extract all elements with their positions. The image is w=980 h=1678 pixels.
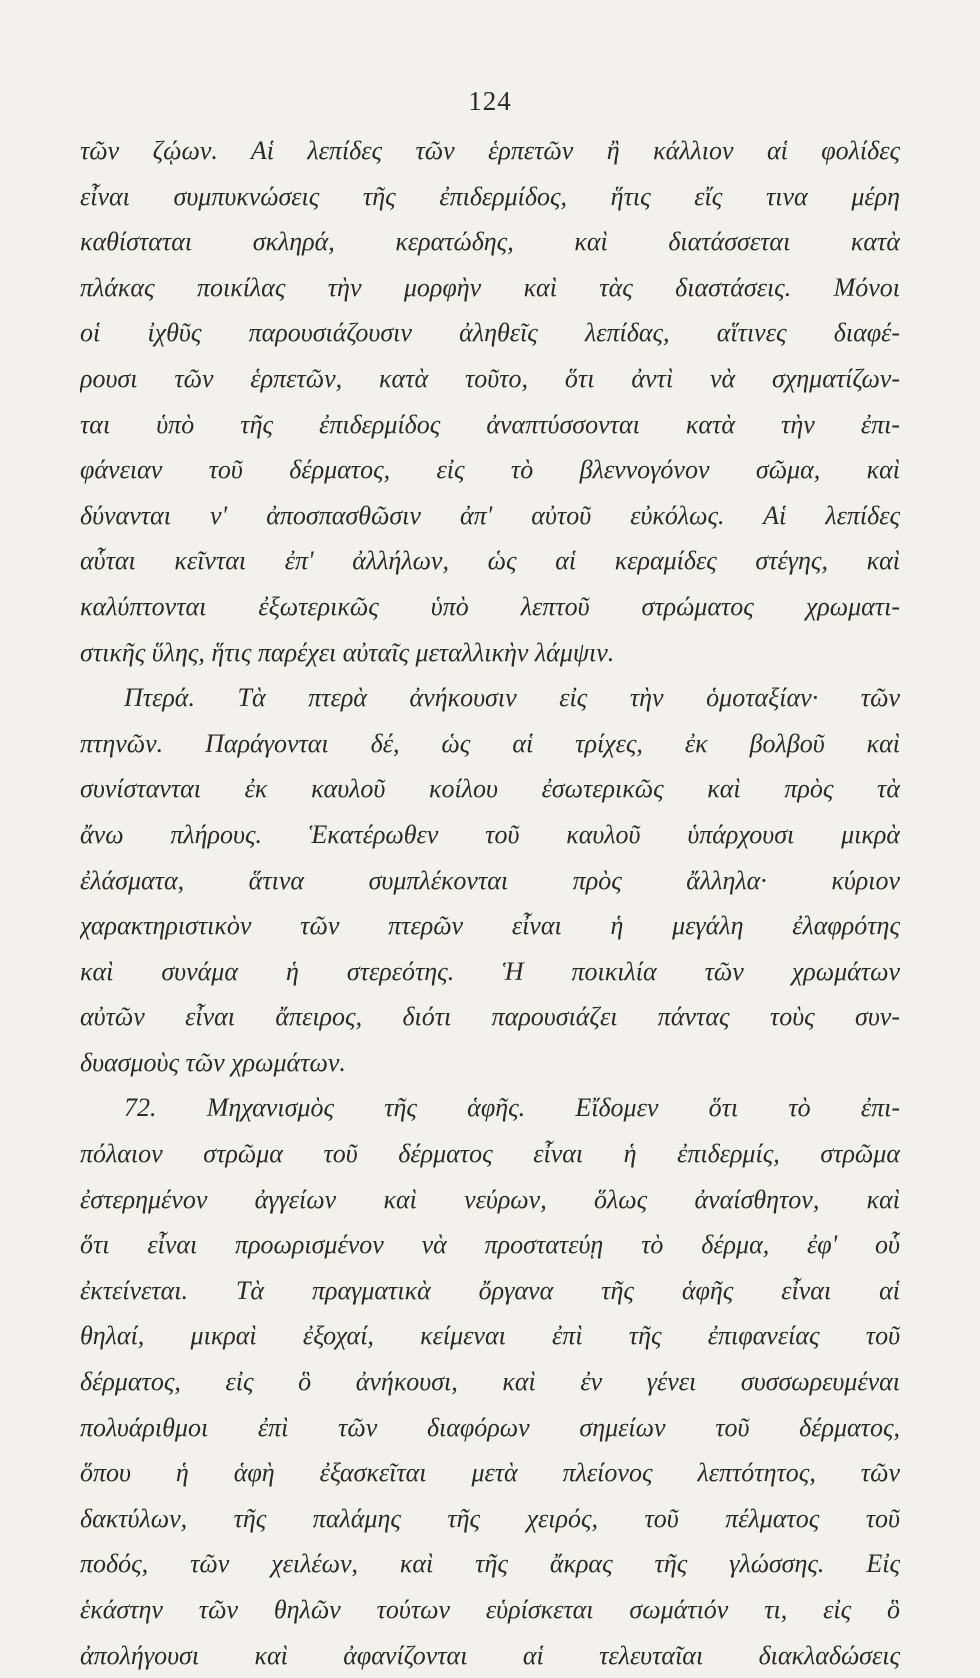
text-line: θηλαί, μικραὶ ἐξοχαί, κείμεναι ἐπὶ τῆς ἐπιφανείας τοῦ xyxy=(80,1321,900,1351)
text-line: ἑκάστην τῶν θηλῶν τούτων εὑρίσκεται σωμάτιόν τι, εἰς ὃ xyxy=(80,1595,900,1624)
section-heading-line: Πτερά. Τὰ πτερὰ ἀνήκουσιν εἰς τὴν ὁμοταξίαν· τῶν xyxy=(124,683,900,713)
text-line: καθίσταται σκληρά, κερατώδης, καὶ διατάσσεται κατὰ xyxy=(80,227,900,257)
text-line: πλάκας ποικίλας τὴν μορφὴν καὶ τὰς διαστάσεις. Μόνοι xyxy=(80,272,900,302)
text-line: ἐστερημένον ἀγγείων καὶ νεύρων, ὅλως ἀναίσθητον, καὶ xyxy=(80,1184,900,1214)
text-line: πολυάριθμοι ἐπὶ τῶν διαφόρων σημείων τοῦ δέρματος, xyxy=(80,1412,900,1442)
text-line: αὗται κεῖνται ἐπ' ἀλλήλων, ὡς αἱ κεραμίδες στέγης, καὶ xyxy=(80,546,900,576)
text-line: πτηνῶν. Παράγονται δέ, ὡς αἱ τρίχες, ἐκ βολβοῦ καὶ xyxy=(80,728,900,758)
text-line: συνίστανται ἐκ καυλοῦ κοίλου ἐσωτερικῶς καὶ πρὸς τὰ xyxy=(80,774,900,804)
text-line: ρουσι τῶν ἑρπετῶν, κατὰ τοῦτο, ὅτι ἀντὶ νὰ σχηματίζων- xyxy=(80,363,900,393)
text-line: δύνανται ν' ἀποσπασθῶσιν ἀπ' αὐτοῦ εὐκόλως. Αἱ λεπίδες xyxy=(80,500,900,530)
page-number: 124 xyxy=(468,86,512,116)
section-heading-line: 72. Μηχανισμὸς τῆς ἁφῆς. Εἴδομεν ὅτι τὸ ἐπι- xyxy=(124,1093,900,1123)
text-line: φάνειαν τοῦ δέρματος, εἰς τὸ βλεννογόνον σῶμα, καὶ xyxy=(80,455,900,485)
text-line: ἐκτείνεται. Τὰ πραγματικὰ ὄργανα τῆς ἁφῆς εἶναι αἱ xyxy=(80,1275,900,1305)
text-line: ται ὑπὸ τῆς ἐπιδερμίδος ἀναπτύσσονται κατὰ τὴν ἐπι- xyxy=(80,409,900,439)
text-line: ἐλάσματα, ἅτινα συμπλέκονται πρὸς ἄλληλα· κύριον xyxy=(80,865,900,895)
text-line: οἱ ἰχθῦς παρουσιάζουσιν ἀληθεῖς λεπίδας, αἵτινες διαφέ- xyxy=(80,318,900,348)
text-line: ἀπολήγουσι καὶ ἀφανίζονται αἱ τελευταῖαι διακλαδώσεις xyxy=(80,1640,900,1670)
text-line: εἶναι συμπυκνώσεις τῆς ἐπιδερμίδος, ἥτις εἴς τινα μέρη xyxy=(80,181,900,211)
text-line: ποδός, τῶν χειλέων, καὶ τῆς ἄκρας τῆς γλώσσης. Εἰς xyxy=(80,1549,900,1579)
body-text xyxy=(80,128,900,1678)
text-line: καὶ συνάμα ἡ στερεότης. Ἡ ποικιλία τῶν χρωμάτων xyxy=(80,956,900,986)
text-line: χαρακτηριστικὸν τῶν πτερῶν εἶναι ἡ μεγάλη ἐλαφρότης xyxy=(80,911,900,941)
text-line: αὐτῶν εἶναι ἄπειρος, διότι παρουσιάζει πάντας τοὺς συν- xyxy=(80,1002,900,1032)
text-line: στικῆς ὕλης, ἥτις παρέχει αὐταῖς μεταλλικὴν λάμψιν. xyxy=(80,637,615,667)
text-line: δακτύλων, τῆς παλάμης τῆς χειρός, τοῦ πέλματος τοῦ xyxy=(80,1503,900,1533)
text-line: καλύπτονται ἐξωτερικῶς ὑπὸ λεπτοῦ στρώματος χρωματι- xyxy=(80,591,900,621)
text-line: ἄνω πλήρους. Ἑκατέρωθεν τοῦ καυλοῦ ὑπάρχουσι μικρὰ xyxy=(80,819,900,849)
text-line: ὅτι εἶναι προωρισμένον νὰ προστατεύῃ τὸ δέρμα, ἐφ' οὗ xyxy=(80,1230,900,1260)
text-line: δέρματος, εἰς ὃ ἀνήκουσι, καὶ ἐν γένει συσσωρευμέναι xyxy=(80,1367,900,1397)
text-line: πόλαιον στρῶμα τοῦ δέρματος εἶναι ἡ ἐπιδερμίς, στρῶμα xyxy=(80,1139,900,1169)
text-line: δυασμοὺς τῶν χρωμάτων. xyxy=(80,1047,346,1077)
text-line: τῶν ζῴων. Αἱ λεπίδες τῶν ἑρπετῶν ἢ κάλλιον αἱ φολίδες xyxy=(80,136,900,165)
text-line: ὅπου ἡ ἁφὴ ἐξασκεῖται μετὰ πλείονος λεπτότητος, τῶν xyxy=(80,1458,900,1488)
